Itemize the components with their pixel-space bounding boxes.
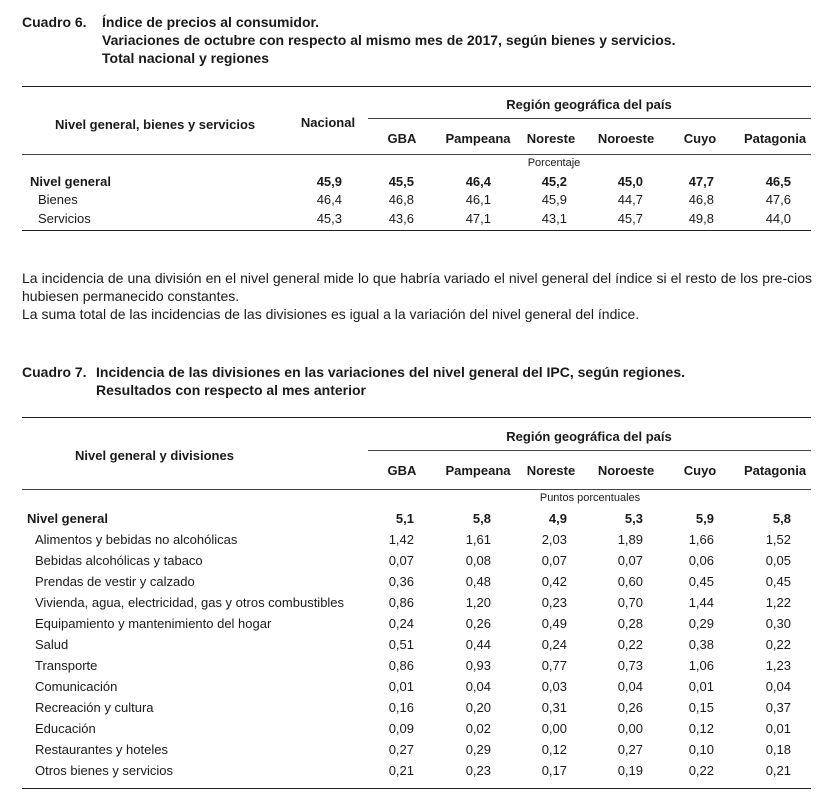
- cuadro7-cell-2-4: 0,06: [688, 553, 714, 568]
- cuadro7-cell-0-2: 4,9: [548, 511, 567, 526]
- cuadro7-row-label-7: Transporte: [35, 658, 98, 673]
- cuadro6-cell-0-0: 45,5: [388, 174, 414, 189]
- cuadro6-cell-2-4: 49,8: [688, 211, 714, 226]
- cuadro7-row-label-4: Vivienda, agua, electricidad, gas y otros combustibles: [35, 595, 345, 610]
- cuadro7-cell-9-0: 0,16: [388, 700, 414, 715]
- cuadro7-cell-7-4: 1,06: [688, 658, 714, 673]
- cuadro7-cell-4-5: 1,22: [765, 595, 791, 610]
- cuadro7-cell-11-1: 0,29: [465, 742, 491, 757]
- cuadro6-title-line2: Variaciones de octubre con respecto al mismo mes de 2017, según bienes y servicios.: [102, 32, 676, 48]
- cuadro7-cell-12-2: 0,17: [541, 763, 567, 778]
- cuadro7-cell-12-1: 0,23: [465, 763, 491, 778]
- cuadro6-cell-nacional-1: 46,4: [316, 192, 342, 207]
- cuadro7-cell-12-4: 0,22: [688, 763, 714, 778]
- cuadro6-label: Cuadro 6.: [22, 14, 87, 30]
- cuadro6-cell-1-2: 45,9: [541, 192, 567, 207]
- cuadro6-top-rule: [22, 86, 811, 87]
- cuadro7-cell-0-3: 5,3: [624, 511, 643, 526]
- cuadro7-cell-10-4: 0,12: [688, 721, 714, 736]
- cuadro7-cell-7-5: 1,23: [765, 658, 791, 673]
- cuadro7-cell-10-3: 0,00: [617, 721, 643, 736]
- cuadro6-cell-1-5: 47,6: [765, 192, 791, 207]
- cuadro7-cell-5-0: 0,24: [388, 616, 414, 631]
- cuadro6-bottom-rule: [22, 230, 811, 231]
- cuadro7-cell-10-0: 0,09: [388, 721, 414, 736]
- cuadro7-cell-4-0: 0,86: [388, 595, 414, 610]
- cuadro6-title-line3: Total nacional y regiones: [102, 50, 270, 66]
- cuadro7-cell-5-1: 0,26: [465, 616, 491, 631]
- cuadro6-cell-1-0: 46,8: [388, 192, 414, 207]
- cuadro7-cell-9-1: 0,20: [465, 700, 491, 715]
- cuadro6-cell-2-1: 47,1: [465, 211, 491, 226]
- cuadro7-region-1: Pampeana: [445, 463, 511, 478]
- cuadro6-header-rule: [22, 154, 811, 155]
- cuadro7-cell-9-5: 0,37: [765, 700, 791, 715]
- cuadro7-cell-1-3: 1,89: [617, 532, 643, 547]
- cuadro7-cell-5-2: 0,49: [541, 616, 567, 631]
- cuadro7-row-label-2: Bebidas alcohólicas y tabaco: [35, 553, 203, 568]
- cuadro7-cell-8-1: 0,04: [465, 679, 491, 694]
- cuadro7-cell-6-2: 0,24: [541, 637, 567, 652]
- cuadro6-region-1: Pampeana: [445, 131, 511, 146]
- cuadro7-cell-8-0: 0,01: [388, 679, 414, 694]
- cuadro7-row-label-6: Salud: [35, 637, 69, 652]
- cuadro6-title: [22, 13, 675, 67]
- cuadro7-cell-10-2: 0,00: [541, 721, 567, 736]
- cuadro7-cell-9-3: 0,26: [617, 700, 643, 715]
- cuadro7-row-label-1: Alimentos y bebidas no alcohólicas: [35, 532, 238, 547]
- cuadro7-label: Cuadro 7.: [22, 364, 87, 380]
- cuadro6-cell-2-5: 44,0: [765, 211, 791, 226]
- cuadro7-cell-6-4: 0,38: [688, 637, 714, 652]
- cuadro7-cell-6-5: 0,22: [765, 637, 791, 652]
- cuadro6-title-line1: Índice de precios al consumidor.: [102, 14, 320, 30]
- cuadro6-region-rule: [368, 118, 811, 119]
- cuadro7-region-0: GBA: [387, 463, 417, 478]
- cuadro7-cell-1-5: 1,52: [765, 532, 791, 547]
- cuadro6-cell-nacional-2: 45,3: [316, 211, 342, 226]
- cuadro6-cell-0-1: 46,4: [465, 174, 491, 189]
- cuadro6-cell-0-5: 46,5: [765, 174, 791, 189]
- paragraph-2: La suma total de las incidencias de las divisiones es igual a la variación del nivel general del índice.: [22, 306, 640, 322]
- cuadro7-row-header: Nivel general y divisiones: [75, 448, 234, 463]
- cuadro7-cell-2-0: 0,07: [388, 553, 414, 568]
- cuadro7-cell-8-4: 0,01: [688, 679, 714, 694]
- cuadro7-cell-10-1: 0,02: [465, 721, 491, 736]
- cuadro7-cell-2-2: 0,07: [541, 553, 567, 568]
- cuadro7-region-2: Noreste: [526, 463, 576, 478]
- cuadro7-cell-0-5: 5,8: [772, 511, 791, 526]
- cuadro6-cell-2-2: 43,1: [541, 211, 567, 226]
- cuadro6-row-label-2: Servicios: [38, 211, 91, 226]
- cuadro7-bottom-rule: [22, 788, 811, 789]
- cuadro7-cell-11-0: 0,27: [388, 742, 414, 757]
- cuadro7-row-label-11: Restaurantes y hoteles: [35, 742, 168, 757]
- cuadro7-cell-2-5: 0,05: [765, 553, 791, 568]
- cuadro7-row-label-5: Equipamiento y mantenimiento del hogar: [35, 616, 272, 631]
- cuadro7-cell-5-5: 0,30: [765, 616, 791, 631]
- cuadro7-title-line2: Resultados con respecto al mes anterior: [96, 382, 366, 398]
- cuadro6-region-4: Cuyo: [683, 131, 717, 146]
- cuadro6-row-label-0: Nivel general: [30, 174, 111, 189]
- cuadro7-cell-12-5: 0,21: [765, 763, 791, 778]
- cuadro6-cell-nacional-0: 45,9: [316, 174, 342, 189]
- cuadro7-unit: Puntos porcentuales: [539, 492, 641, 504]
- cuadro7-cell-3-5: 0,45: [765, 574, 791, 589]
- cuadro7-row-label-9: Recreación y cultura: [35, 700, 154, 715]
- cuadro7-cell-4-1: 1,20: [465, 595, 491, 610]
- cuadro6-cell-1-4: 46,8: [688, 192, 714, 207]
- cuadro7-cell-8-5: 0,04: [765, 679, 791, 694]
- cuadro7-row-label-3: Prendas de vestir y calzado: [35, 574, 195, 589]
- cuadro7-cell-4-3: 0,70: [617, 595, 643, 610]
- cuadro6-cell-0-3: 45,0: [617, 174, 643, 189]
- paragraph-1: La incidencia de una división en el nivel general mide lo que habría variado el nivel general del índice si el resto de los pre-cios hubiesen permanecido constantes.: [22, 270, 812, 304]
- cuadro7-top-rule: [22, 417, 811, 418]
- cuadro7-cell-3-0: 0,36: [388, 574, 414, 589]
- cuadro7-cell-1-2: 2,03: [541, 532, 567, 547]
- cuadro7-cell-7-2: 0,77: [541, 658, 567, 673]
- cuadro6-region-3: Noroeste: [597, 131, 655, 146]
- cuadro7-cell-3-3: 0,60: [617, 574, 643, 589]
- cuadro7-cell-11-5: 0,18: [765, 742, 791, 757]
- cuadro7-cell-7-3: 0,73: [617, 658, 643, 673]
- cuadro6-cell-1-3: 44,7: [617, 192, 643, 207]
- cuadro7-cell-2-1: 0,08: [465, 553, 491, 568]
- cuadro7-row-label-12: Otros bienes y servicios: [35, 763, 173, 778]
- cuadro6-cell-0-2: 45,2: [541, 174, 567, 189]
- cuadro7-cell-3-4: 0,45: [688, 574, 714, 589]
- cuadro7-cell-3-1: 0,48: [465, 574, 491, 589]
- cuadro6-nacional-header: Nacional: [300, 115, 356, 130]
- cuadro7-row-label-8: Comunicación: [35, 679, 118, 694]
- cuadro6-cell-1-1: 46,1: [465, 192, 491, 207]
- cuadro7-title: [22, 363, 685, 399]
- cuadro7-region-3: Noroeste: [597, 463, 655, 478]
- cuadro7-cell-7-1: 0,93: [465, 658, 491, 673]
- cuadro7-cell-11-3: 0,27: [617, 742, 643, 757]
- cuadro7-cell-1-4: 1,66: [688, 532, 714, 547]
- cuadro7-region-rule: [368, 450, 811, 451]
- cuadro7-cell-1-0: 1,42: [388, 532, 414, 547]
- cuadro7-cell-4-2: 0,23: [541, 595, 567, 610]
- cuadro7-cell-9-2: 0,31: [541, 700, 567, 715]
- cuadro7-cell-6-0: 0,51: [388, 637, 414, 652]
- cuadro7-row-label-0: Nivel general: [27, 511, 108, 526]
- cuadro6-region-0: GBA: [387, 131, 417, 146]
- cuadro7-region-header: Región geográfica del país: [506, 429, 672, 444]
- cuadro7-region-4: Cuyo: [683, 463, 717, 478]
- cuadro7-cell-9-4: 0,15: [688, 700, 714, 715]
- cuadro7-cell-0-4: 5,9: [695, 511, 714, 526]
- cuadro7-cell-4-4: 1,44: [688, 595, 714, 610]
- cuadro6-region-header: Región geográfica del país: [506, 97, 672, 112]
- cuadro7-cell-1-1: 1,61: [465, 532, 491, 547]
- cuadro7-cell-0-0: 5,1: [395, 511, 414, 526]
- cuadro7-cell-8-2: 0,03: [541, 679, 567, 694]
- cuadro7-cell-7-0: 0,86: [388, 658, 414, 673]
- cuadro7-cell-6-3: 0,22: [617, 637, 643, 652]
- cuadro6-cell-0-4: 47,7: [688, 174, 714, 189]
- cuadro7-cell-11-4: 0,10: [688, 742, 714, 757]
- cuadro7-cell-5-3: 0,28: [617, 616, 643, 631]
- cuadro7-cell-5-4: 0,29: [688, 616, 714, 631]
- cuadro7-cell-10-5: 0,01: [765, 721, 791, 736]
- cuadro7-cell-11-2: 0,12: [541, 742, 567, 757]
- cuadro7-title-line1: Incidencia de las divisiones en las variaciones del nivel general del IPC, según regiones.: [96, 364, 686, 380]
- cuadro7-cell-0-1: 5,8: [472, 511, 491, 526]
- cuadro7-cell-12-3: 0,19: [617, 763, 643, 778]
- explanatory-paragraph: [22, 269, 812, 323]
- cuadro6-row-header: Nivel general, bienes y servicios: [55, 117, 256, 132]
- cuadro7-row-label-10: Educación: [35, 721, 96, 736]
- cuadro7-cell-3-2: 0,42: [541, 574, 567, 589]
- cuadro6-region-2: Noreste: [526, 131, 576, 146]
- cuadro6-region-5: Patagonia: [743, 131, 807, 146]
- cuadro7-cell-12-0: 0,21: [388, 763, 414, 778]
- cuadro6-cell-2-3: 45,7: [617, 211, 643, 226]
- cuadro7-cell-2-3: 0,07: [617, 553, 643, 568]
- cuadro7-region-5: Patagonia: [743, 463, 807, 478]
- cuadro7-cell-6-1: 0,44: [465, 637, 491, 652]
- cuadro6-unit: Porcentaje: [527, 157, 581, 169]
- cuadro6-row-label-1: Bienes: [38, 192, 78, 207]
- cuadro6-cell-2-0: 43,6: [388, 211, 414, 226]
- cuadro7-header-rule: [22, 489, 811, 490]
- cuadro7-cell-8-3: 0,04: [617, 679, 643, 694]
